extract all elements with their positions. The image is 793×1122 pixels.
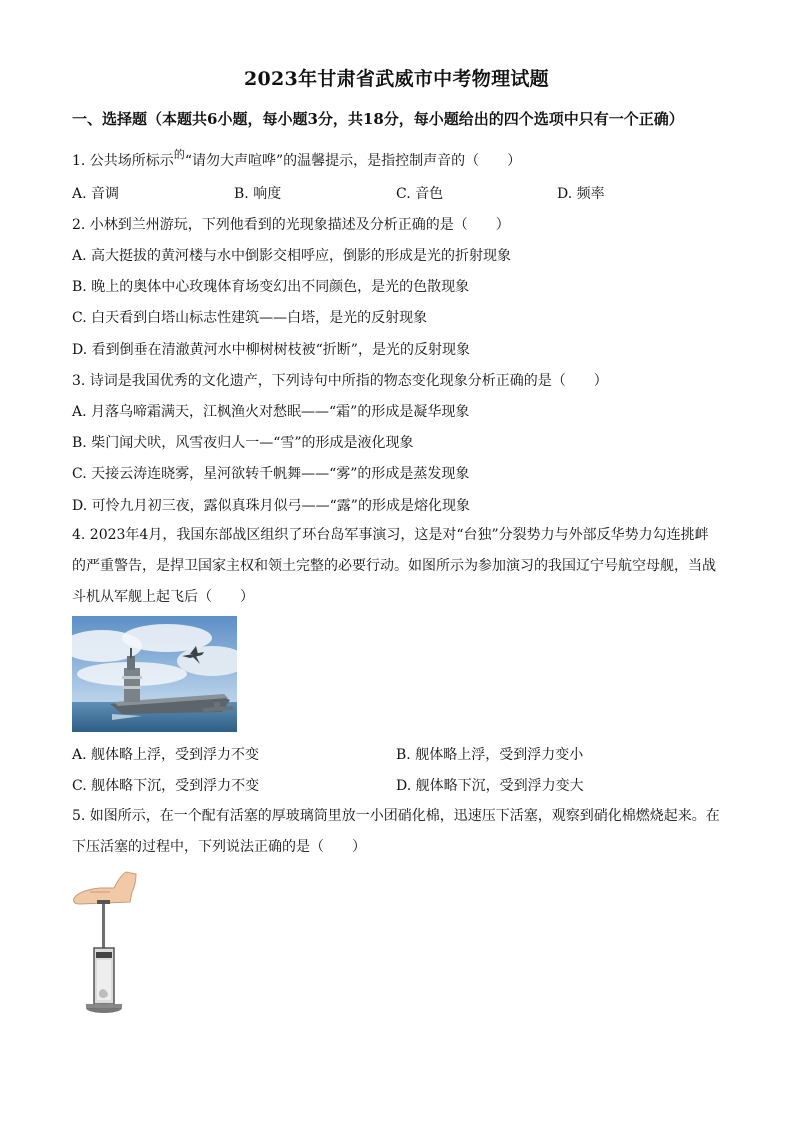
aircraft-carrier-illustration bbox=[72, 616, 237, 732]
question-1-superscript: 的 bbox=[173, 148, 185, 161]
question-3-stem: 3. 诗词是我国优秀的文化遗产，下列诗句中所指的物态变化现象分析正确的是（ ） bbox=[72, 373, 608, 389]
question-2-option-d: D. 看到倒垂在清澈黄河水中柳树树枝被“折断”，是光的反射现象 bbox=[72, 342, 470, 358]
glass-cylinder-illustration bbox=[70, 868, 142, 1018]
aircraft-carrier-image bbox=[72, 616, 237, 732]
question-2-stem: 2. 小林到兰州游玩，下列他看到的光现象描述及分析正确的是（ ） bbox=[72, 217, 510, 233]
section-heading: 一、选择题（本题共6小题，每小题3分，共18分，每小题给出的四个选项中只有一个正确） bbox=[72, 110, 684, 128]
question-4-option-c: C. 舰体略下沉，受到浮力不变 bbox=[72, 778, 260, 794]
question-4-option-a: A. 舰体略上浮，受到浮力不变 bbox=[72, 747, 260, 763]
question-4-option-b: B. 舰体略上浮，受到浮力变小 bbox=[396, 747, 584, 763]
question-1-stem-part-b: “请勿大声喧哗”的温馨提示，是指控制声音的（ ） bbox=[184, 153, 522, 169]
question-1-stem bbox=[72, 150, 521, 170]
question-2-option-a: A. 高大挺拔的黄河楼与水中倒影交相呼应，倒影的形成是光的折射现象 bbox=[72, 248, 512, 264]
piston-cylinder-figure bbox=[70, 868, 142, 1018]
question-1-stem-part-a: 1. 公共场所标示 bbox=[72, 153, 174, 169]
question-3-option-a: A. 月落乌啼霜满天，江枫渔火对愁眠——“霜”的形成是凝华现象 bbox=[72, 404, 470, 420]
question-3-option-b: B. 柴门闻犬吠，风雪夜归人一—“雪”的形成是液化现象 bbox=[72, 435, 414, 451]
page-title: 2023年甘肃省武威市中考物理试题 bbox=[244, 68, 549, 90]
question-5-stem: 5. 如图所示，在一个配有活塞的厚玻璃筒里放一小团硝化棉，迅速压下活塞，观察到硝化棉燃烧起来。在下压活塞的过程中，下列说法正确的是（ ） bbox=[72, 808, 720, 855]
question-1-option-b: B. 响度 bbox=[234, 186, 282, 202]
question-3-option-d: D. 可怜九月初三夜，露似真珠月似弓——“露”的形成是熔化现象 bbox=[72, 498, 470, 514]
question-1-option-d: D. 频率 bbox=[557, 186, 605, 202]
question-3-option-c: C. 天接云涛连晓雾，星河欲转千帆舞——“雾”的形成是蒸发现象 bbox=[72, 466, 470, 482]
question-1-option-a: A. 音调 bbox=[72, 186, 120, 202]
question-2-option-c: C. 白天看到白塔山标志性建筑——白塔，是光的反射现象 bbox=[72, 310, 428, 326]
question-4-option-d: D. 舰体略下沉，受到浮力变大 bbox=[396, 778, 584, 794]
question-4-stem: 4. 2023年4月，我国东部战区组织了环台岛军事演习，这是对“台独”分裂势力与外部反华势力勾连挑衅的严重警告，是捍卫国家主权和领土完整的必要行动。如图所示为参加演习的我国辽宁号航空母舰，当战斗机从军舰上起飞后（ ） bbox=[72, 527, 716, 605]
question-2-option-b: B. 晚上的奥体中心玫瑰体育场变幻出不同颜色，是光的色散现象 bbox=[72, 279, 470, 295]
question-1-option-c: C. 音色 bbox=[396, 186, 444, 202]
